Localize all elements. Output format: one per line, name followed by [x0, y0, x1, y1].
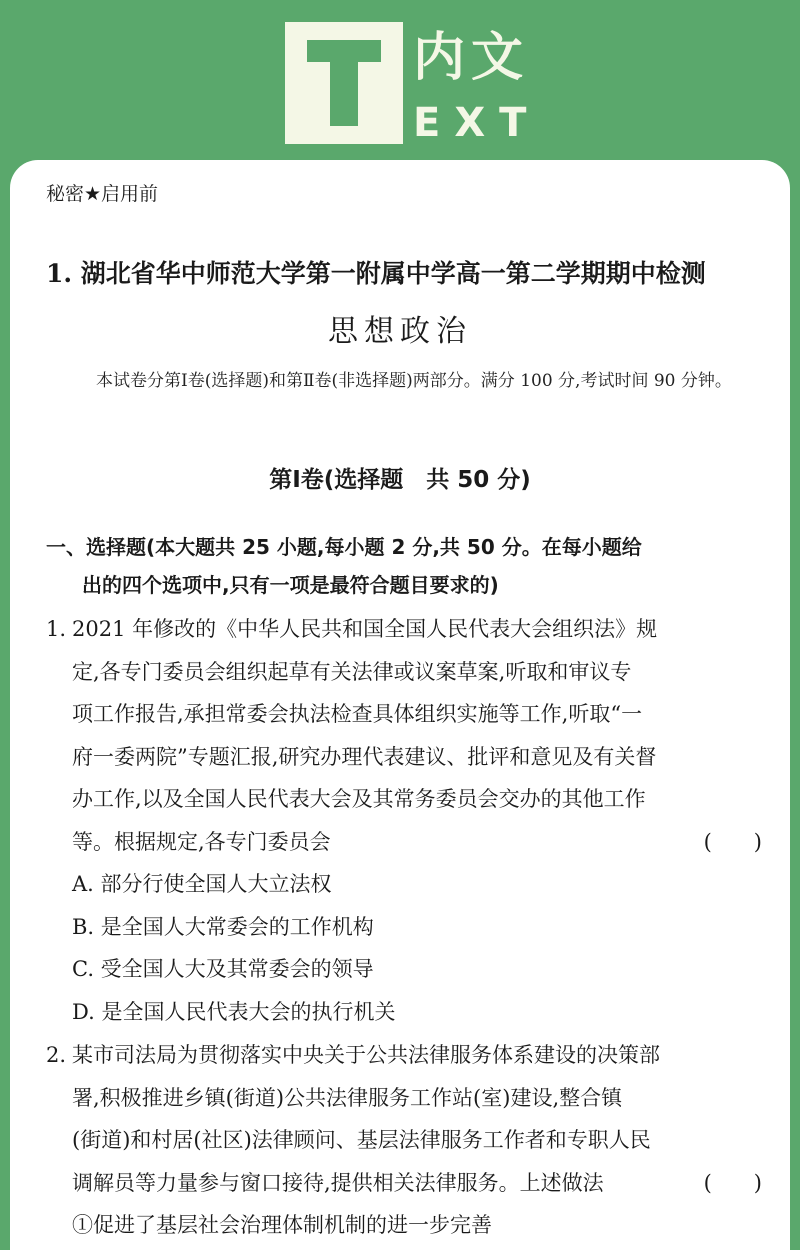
- exam-title: 1. 湖北省华中师范大学第一附属中学高一第二学期期中检测: [46, 259, 706, 288]
- question-number: 2.: [46, 1043, 67, 1067]
- header-banner: [0, 0, 800, 165]
- answer-blank: ( ): [703, 1170, 762, 1195]
- option-1: ①促进了基层社会治理体制机制的进一步完善: [72, 1213, 492, 1237]
- option-c: C. 受全国人大及其常委会的领导: [72, 957, 374, 981]
- question-line: 2021 年修改的《中华人民共和国全国人民代表大会组织法》规: [72, 617, 658, 641]
- question-line: 项工作报告,承担常委会执法检查具体组织实施等工作,听取“一: [72, 702, 643, 726]
- question-line: 定,各专门委员会组织起草有关法律或议案草案,听取和审议专: [72, 659, 632, 684]
- question-line: 办工作,以及全国人民代表大会及其常务委员会交办的其他工作: [72, 787, 646, 811]
- instruction-line: 出的四个选项中,只有一项是最符合题目要求的): [82, 573, 499, 597]
- exam-intro: 本试卷分第Ⅰ卷(选择题)和第Ⅱ卷(非选择题)两部分。满分 100 分,考试时间 90 分钟。: [96, 371, 732, 391]
- text-logo-icon: [285, 22, 403, 144]
- question-2: [46, 1034, 762, 1247]
- option-b: B. 是全国人大常委会的工作机构: [72, 914, 374, 939]
- logo-chinese-label: 内文: [413, 28, 530, 88]
- section-title: 第Ⅰ卷(选择题 共 50 分): [269, 467, 531, 493]
- subject-title: 思想政治: [328, 314, 472, 349]
- question-line: 等。根据规定,各专门委员会: [72, 829, 331, 854]
- option-d: D. 是全国人民代表大会的执行机关: [72, 999, 396, 1024]
- logo-english-label: EXT: [413, 100, 541, 146]
- question-line: 署,积极推进乡镇(街道)公共法律服务工作站(室)建设,整合镇: [72, 1085, 623, 1110]
- instruction-line: 一、选择题(本大题共 25 小题,每小题 2 分,共 50 分。在每小题给: [46, 535, 642, 559]
- confidential-mark: 秘密★启用前: [46, 183, 159, 205]
- section-instructions: [46, 528, 762, 604]
- question-line: 调解员等力量参与窗口接待,提供相关法律服务。上述做法: [72, 1170, 604, 1195]
- question-1: [46, 608, 762, 1033]
- question-number: 1.: [46, 617, 67, 641]
- answer-blank: ( ): [703, 829, 762, 854]
- question-line: 府一委两院”专题汇报,研究办理代表建议、批评和意见及有关督: [72, 744, 657, 769]
- question-line: 某市司法局为贯彻落实中央关于公共法律服务体系建设的决策部: [72, 1043, 660, 1067]
- option-a: A. 部分行使全国人大立法权: [72, 872, 332, 896]
- question-line: (街道)和村居(社区)法律顾问、基层法律服务工作者和专职人民: [72, 1128, 651, 1152]
